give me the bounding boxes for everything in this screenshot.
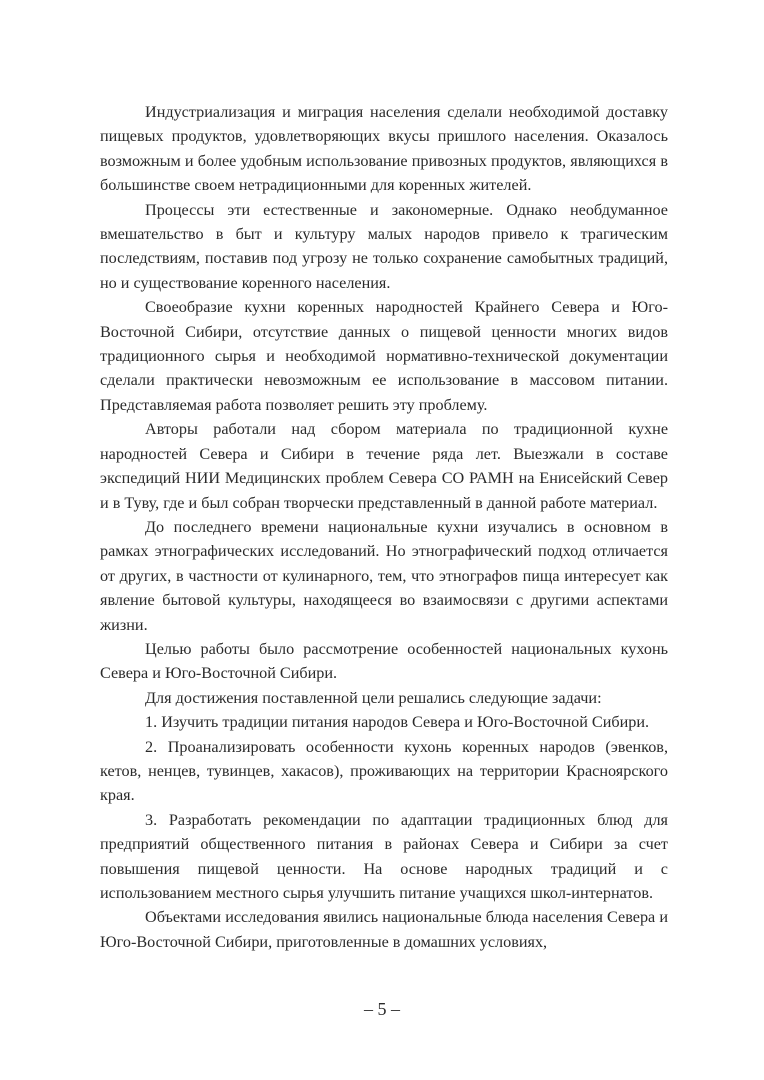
paragraph-6: Целью работы было рассмотрение особенностей национальных кухонь Севера и Юго-Восточной Сибири. — [100, 639, 668, 683]
task-item-1: 1. Изучить традиции питания народов Севера и Юго-Восточной Сибири. — [145, 713, 650, 732]
task-item-2: 2. Проанализировать особенности кухонь коренных народов (эвенков, кетов, ненцев, тувинцев, хакасов), проживающих на территории Красноярского края. — [100, 737, 668, 805]
paragraph-5: До последнего времени национальные кухни изучались в основном в рамках этнографических исследований. Но этнографический подход отличается от других, в частности от кулинарного, тем, что этнографов пища интересует как явление бытовой культуры, находящееся во взаимосвязи с другими аспектами жизни. — [100, 517, 668, 634]
body-text — [100, 100, 668, 954]
page-number: – 5 – — [364, 999, 400, 1019]
paragraph-2: Процессы эти естественные и закономерные. Однако необдуманное вмешательство в быт и культуру малых народов привело к трагическим последствиям, поставив под угрозу не только сохранение самобытных традиций, но и существование коренного населения. — [100, 200, 668, 292]
paragraph-11: Объектами исследования явились национальные блюда населения Севера и Юго-Восточной Сибири, приготовленные в домашних условиях, — [100, 908, 668, 951]
paragraph-4: Авторы работали над сбором материала по традиционной кухне народностей Севера и Сибири в течение ряда лет. Выезжали в составе экспедиций НИИ Медицинских проблем Севера СО РАМН на Енисейский Север и в Туву, где и был собран творчески представленный в данной работе материал. — [100, 420, 668, 512]
paragraph-7: Для достижения поставленной цели решались следующие задачи: — [145, 688, 602, 707]
paragraph-1: Индустриализация и миграция населения сделали необходимой доставку пищевых продуктов, удовлетворяющих вкусы пришлого населения. Оказалось возможным и более удобным использование привозных продуктов, являющихся в большинстве своем нетрадиционными для коренных жителей. — [100, 103, 668, 195]
task-item-3: 3. Разработать рекомендации по адаптации традиционных блюд для предприятий общественного питания в районах Севера и Сибири за счет повышения пищевой ценности. На основе народных традиций и с использованием местного сырья улучшить питание учащихся школ-интернатов. — [100, 810, 668, 902]
paragraph-3: Своеобразие кухни коренных народностей Крайнего Севера и Юго-Восточной Сибири, отсутствие данных о пищевой ценности многих видов традиционного сырья и необходимой нормативно-технической документации сделали практически невозможным ее использование в массовом питании. Представляемая работа позволяет решить эту проблему. — [100, 298, 668, 414]
